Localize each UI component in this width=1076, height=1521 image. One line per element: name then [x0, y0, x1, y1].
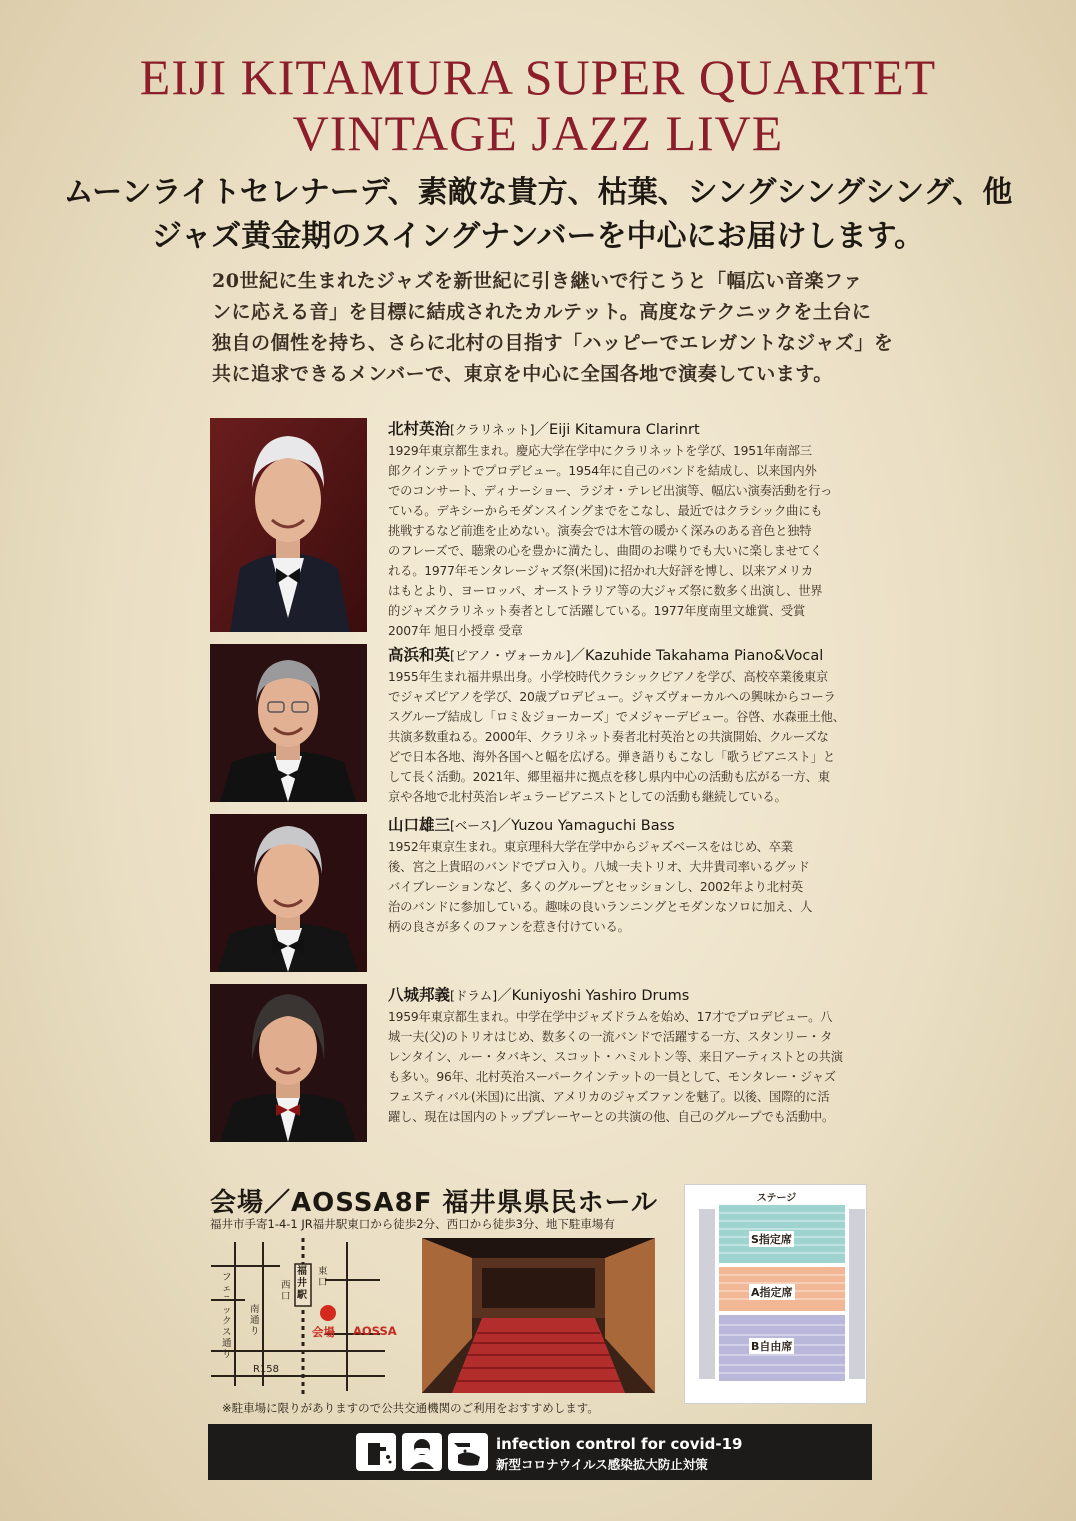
hall-photo — [422, 1238, 655, 1393]
map-road-phoenix: フェニックス通り — [222, 1272, 232, 1360]
map-building-label: AOSSA — [353, 1324, 397, 1338]
intro-line: 共に追求できるメンバーで、東京を中心に全国各地で演奏しています。 — [212, 363, 833, 385]
seating-a-label: A指定席 — [751, 1286, 793, 1299]
member-bio — [388, 814, 882, 937]
member-heading — [388, 418, 882, 441]
seating-b-label: B自由席 — [751, 1340, 793, 1353]
member-english-name: ／Kazuhide Takahama Piano&Vocal — [570, 648, 824, 664]
covid-banner — [208, 1424, 872, 1480]
bio-line: 共演多数重ねる。2000年、クラリネット奏者北村英治との共演開始、クルーズな — [388, 730, 829, 744]
member-english-name: ／Eiji Kitamura Clarinrt — [534, 422, 700, 438]
seating-s-label: S指定席 — [751, 1233, 792, 1246]
handwash-icon — [448, 1433, 488, 1471]
member-instrument: [クラリネット] — [450, 422, 535, 437]
subtitle-line-1: ムーンライトセレナーデ、素敵な貴方、枯葉、シングシングシング、他 — [63, 175, 1013, 210]
member-name: 高浜和英 — [388, 646, 451, 664]
member-photo — [210, 418, 367, 632]
covid-title: infection control for covid-19 — [496, 1435, 743, 1453]
bio-line: 2007年 旭日小授章 受章 — [388, 624, 523, 638]
mask-icon — [402, 1433, 442, 1471]
member-heading — [388, 984, 882, 1007]
member-photo — [210, 644, 367, 802]
intro-line: ンに応える音」を目標に結成されたカルテット。高度なテクニックを土台に — [212, 301, 872, 323]
map-route-label: R158 — [253, 1364, 280, 1375]
member-english-name: ／Kuniyoshi Yashiro Drums — [497, 988, 690, 1004]
map-east-exit: 東口 — [318, 1266, 328, 1288]
bio-line: して長く活動。2021年、郷里福井に拠点を移し県内中心の活動も広がる一方、東 — [388, 770, 830, 784]
member-bio — [388, 644, 882, 807]
bio-line: ている。デキシーからモダンスイングまでをこなし、最近ではクラシック曲にも — [388, 504, 823, 518]
bio-line: 治のバンドに参加している。趣味の良いランニングとモダンなソロに加え、人 — [388, 900, 813, 914]
bio-line: 郎クインテットでプロデビュー。1954年に自己のバンドを結成し、以来国内外 — [388, 464, 817, 478]
member-heading — [388, 644, 882, 667]
covid-subtitle: 新型コロナウイルス感染拡大防止対策 — [496, 1457, 708, 1472]
bio-line: 城一夫(父)のトリオはじめ、数多くの一流バンドで活躍する一方、スタンリー・タ — [388, 1030, 833, 1044]
member-bio — [388, 418, 882, 641]
parking-note: ※駐車場に限りがありますので公共交通機関のご利用をおすすめします。 — [222, 1401, 599, 1415]
bio-line: フェスティバル(米国)に出演、アメリカのジャズファンを魅了。以後、国際的に活 — [388, 1090, 830, 1104]
member-yamaguchi — [210, 814, 870, 972]
sanitizer-icon — [356, 1433, 396, 1471]
bio-line: スグループ結成し「ロミ＆ジョーカーズ」でメジャーデビュー。谷啓、水森亜土他、 — [388, 710, 845, 724]
member-english-name: ／Yuzou Yamaguchi Bass — [496, 818, 675, 834]
bio-line: 1952年東京生まれ。東京理科大学在学中からジャズベースをはじめ、卒業 — [388, 840, 793, 854]
member-heading — [388, 814, 882, 837]
bio-line: 1959年東京都生まれ。中学在学中ジャズドラムを始め、17才でプロデビュー。八 — [388, 1010, 833, 1024]
bio-line: 1929年東京都生まれ。慶応大学在学中にクラリネットを学び、1951年南部三 — [388, 444, 812, 458]
member-kitamura — [210, 418, 870, 638]
title-line-1: EIJI KITAMURA SUPER QUARTET — [139, 49, 937, 105]
seating-stage-label: ステージ — [756, 1193, 797, 1204]
bio-line: 躍し、現在は国内のトッププレーヤーとの共演の他、自己のグループでも活動中。 — [388, 1110, 835, 1124]
subtitle-line-2: ジャズ黄金期のスイングナンバーを中心にお届けします。 — [151, 219, 925, 254]
bio-line: 的ジャズクラリネット奏者として活躍している。1977年度南里文雄賞、受賞 — [388, 604, 806, 618]
venue-address: 福井市手寄1-4-1 JR福井駅東口から徒歩2分、西口から徒歩3分、地下駐車場有 — [210, 1217, 615, 1231]
member-yashiro — [210, 984, 870, 1142]
seating-chart — [684, 1184, 867, 1404]
member-photo — [210, 984, 367, 1142]
member-instrument: [ベース] — [450, 818, 497, 833]
bio-line: 後、宮之上貴昭のバンドでプロ入り。八城一夫トリオ、大井貴司率いるグッド — [388, 860, 810, 874]
bio-line: 挑戦するなど前進を止めない。演奏会では木管の暖かく深みのある音色と独特 — [388, 524, 812, 538]
bio-line: 京や各地で北村英治レギュラーピアニストとしての活動も継続している。 — [388, 790, 787, 804]
member-name: 八城邦義 — [388, 986, 451, 1004]
venue-title: 会場／AOSSA8F 福井県県民ホール — [210, 1188, 659, 1218]
map-west-exit: 西口 — [281, 1280, 291, 1302]
bio-line: でのコンサート、ディナーショー、ラジオ・テレビ出演等、幅広い演奏活動を行っ — [388, 484, 833, 498]
member-photo — [210, 814, 367, 972]
member-bio — [388, 984, 882, 1127]
intro-line: 独自の個性を持ち、さらに北村の目指す「ハッピーでエレガントなジャズ」を — [212, 332, 894, 354]
bio-line: 柄の良さが多くのファンを惹き付けている。 — [388, 920, 630, 934]
bio-line: のフレーズで、聴衆の心を豊かに満たし、曲間のお喋りでも大いに楽しませてく — [388, 544, 823, 558]
member-takahama — [210, 644, 870, 802]
member-instrument: [ドラム] — [450, 988, 498, 1003]
intro-line: 20世紀に生まれたジャズを新世紀に引き継いで行こうと「幅広い音楽ファ — [212, 270, 863, 292]
bio-line: バイブレーションなど、多くのグループとセッションし、2002年より北村英 — [388, 880, 804, 894]
member-name: 北村英治 — [388, 420, 451, 438]
map-venue-label: 会場 — [312, 1325, 335, 1339]
venue-map — [205, 1236, 415, 1396]
bio-line: も多い。96年、北村英治スーパークインテットの一員として、モンタレー・ジャズ — [388, 1070, 836, 1084]
member-instrument: [ピアノ・ヴォーカル] — [450, 648, 571, 663]
bio-line: でジャズピアノを学び、20歳プロデビュー。ジャズヴォーカルへの興味からコーラ — [388, 690, 836, 704]
map-road-minami: 南通り — [250, 1304, 260, 1337]
member-name: 山口雄三 — [388, 816, 451, 834]
bio-line: レンタイン、ルー・タバキン、スコット・ハミルトン等、来日アーティストとの共演 — [388, 1050, 843, 1064]
map-station: 福井駅 — [297, 1266, 307, 1301]
title-line-2: VINTAGE JAZZ LIVE — [292, 105, 784, 161]
bio-line: はもとより、ヨーロッパ、オーストラリア等の大ジャズ祭に数多く出演し、世界 — [388, 584, 823, 598]
bio-line: 1955年生まれ福井県出身。小学校時代クラシックピアノを学び、高校卒業後東京 — [388, 670, 829, 684]
bio-line: れる。1977年モンタレージャズ祭(米国)に招かれ大好評を博し、以来アメリカ — [388, 564, 813, 578]
bio-line: どで日本各地、海外各国へと幅を広げる。弾き語りもこなし「歌うピアニスト」と — [388, 750, 835, 764]
intro-paragraph — [212, 266, 894, 390]
